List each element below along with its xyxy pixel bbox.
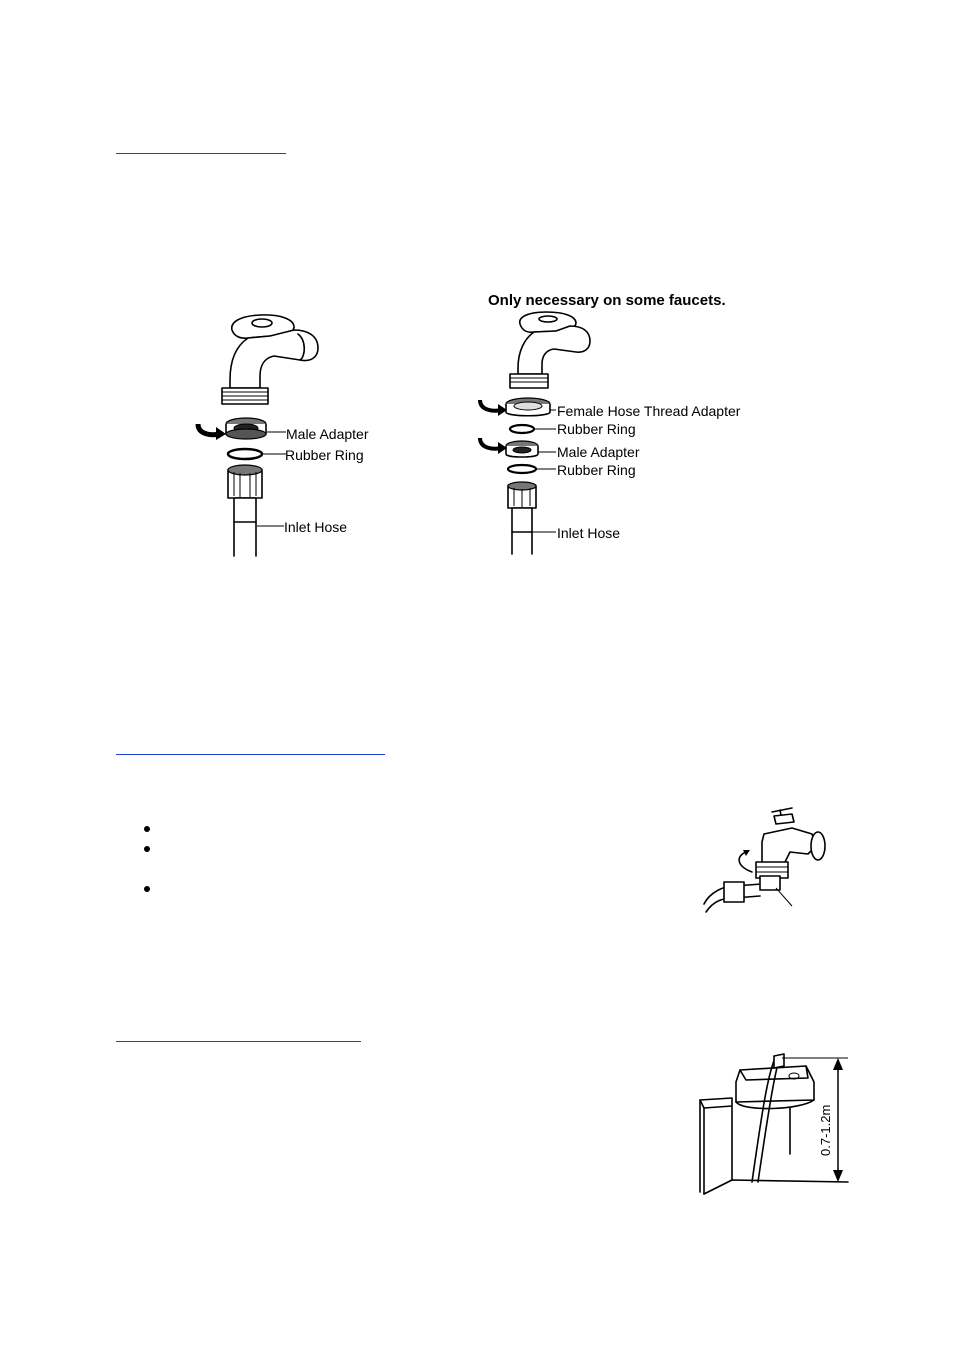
bullet-2 [144,846,150,852]
bullet-1 [144,826,150,832]
section-heading-underline-3 [116,1041,361,1042]
label-inlet-hose-right: Inlet Hose [557,525,621,541]
section-heading-underline-2 [116,754,385,755]
dimension-arrow-icon [833,1058,843,1182]
inlet-hose-icon [228,465,262,556]
bullet-3 [144,886,150,892]
faucet-hose-diagram [700,806,840,916]
inlet-hose-icon [508,482,536,554]
rubber-ring-icon [508,465,536,473]
label-female-adapter: Female Hose Thread Adapter [557,403,741,419]
label-rubber-ring-2: Rubber Ring [557,462,636,478]
label-male-adapter: Male Adapter [286,426,369,442]
male-adapter-icon [226,418,266,439]
female-adapter-icon [506,398,550,416]
faucet-icon [222,315,318,404]
rubber-ring-icon [228,449,262,459]
section-heading-underline-1 [116,153,286,154]
inlet-hose-icon [704,876,780,912]
drain-height-label: 0.7-1.2m [818,1104,833,1156]
label-male-adapter-right: Male Adapter [557,444,640,460]
label-inlet-hose: Inlet Hose [284,519,348,535]
faucet-icon [510,312,590,388]
male-adapter-icon [506,441,538,457]
rubber-ring-icon [510,425,534,433]
faucet-note: Only necessary on some faucets. [488,292,726,309]
label-rubber-ring-1: Rubber Ring [557,421,636,437]
faucet-icon [756,808,825,878]
label-rubber-ring: Rubber Ring [285,447,364,463]
